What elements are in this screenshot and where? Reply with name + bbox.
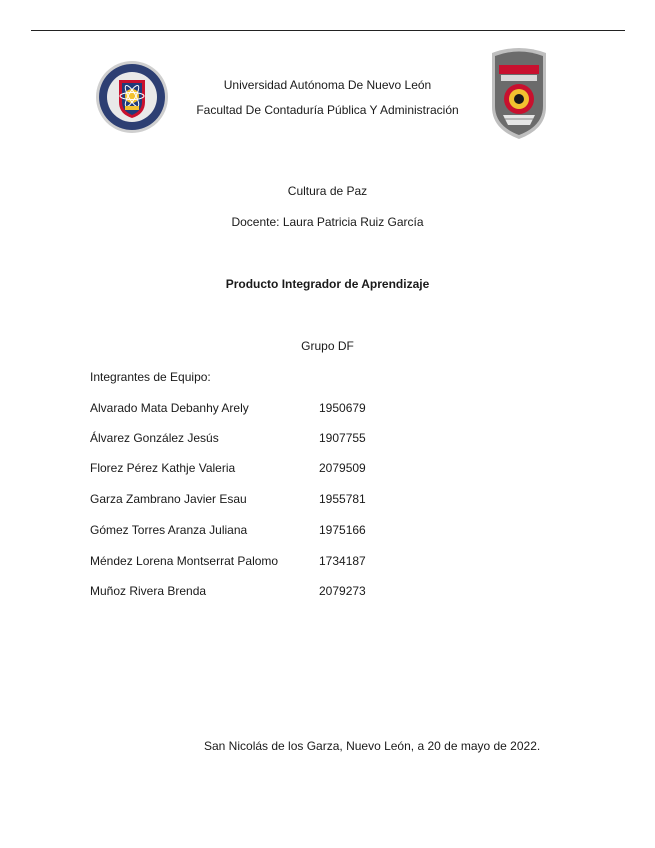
member-name: Gómez Torres Aranza Juliana	[90, 523, 248, 537]
member-id: 2079509	[319, 461, 366, 475]
member-name: Méndez Lorena Montserrat Palomo	[90, 554, 279, 568]
member-id: 2079273	[319, 584, 366, 598]
teacher-name: Docente: Laura Patricia Ruiz García	[231, 215, 424, 229]
member-name: Florez Pérez Kathje Valeria	[90, 461, 236, 475]
member-name: Alvarado Mata Debanhy Arely	[90, 401, 249, 415]
member-id: 1907755	[319, 431, 366, 445]
member-id: 1950679	[319, 401, 366, 415]
member-id: 1734187	[319, 554, 366, 568]
member-name: Muñoz Rivera Brenda	[90, 584, 207, 598]
team-label: Integrantes de Equipo:	[90, 370, 211, 384]
university-name: Universidad Autónoma De Nuevo León	[223, 78, 432, 92]
uanl-seal-icon	[95, 60, 169, 134]
member-id: 1955781	[319, 492, 366, 506]
faculty-name: Facultad De Contaduría Pública Y Administración	[196, 103, 459, 117]
group-label: Grupo DF	[301, 339, 354, 353]
header-rule	[31, 30, 625, 31]
member-name: Álvarez González Jesús	[90, 431, 219, 445]
product-title: Producto Integrador de Aprendizaje	[225, 277, 430, 291]
member-name: Garza Zambrano Javier Esau	[90, 492, 247, 506]
course-name: Cultura de Paz	[287, 184, 368, 198]
member-id: 1975166	[319, 523, 366, 537]
facpya-shield-icon	[490, 45, 548, 141]
place-date: San Nicolás de los Garza, Nuevo León, a 20 de mayo de 2022.	[204, 739, 541, 753]
